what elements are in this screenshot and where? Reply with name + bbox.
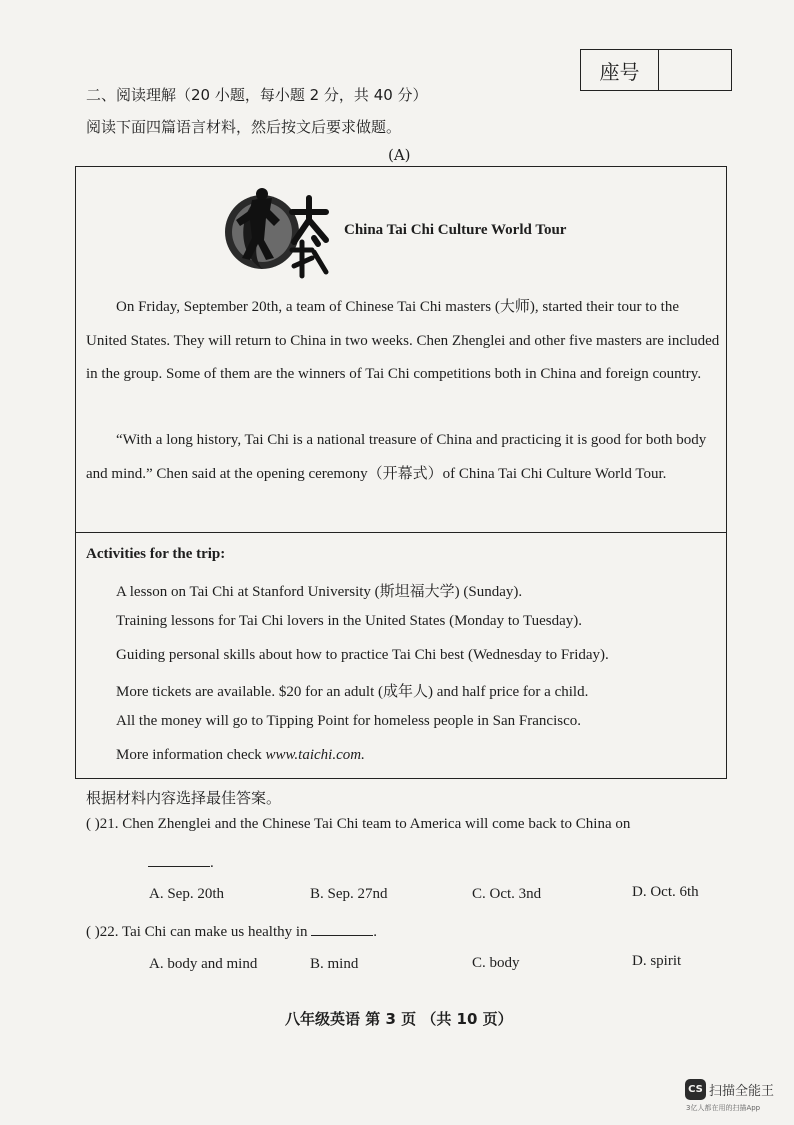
option-c[interactable]: C. Oct. 3nd [472, 886, 542, 902]
option-a[interactable]: A. Sep. 20th [149, 886, 224, 902]
answer-bracket[interactable]: ( ) [86, 816, 100, 832]
question-instruction: 根据材料内容选择最佳答案。 [86, 789, 282, 807]
passage-label: (A) [388, 146, 411, 164]
question-text: 21. Chen Zhenglei and the Chinese Tai Chi team to America will come back to China on [99, 816, 631, 832]
seat-value [659, 50, 731, 90]
activity-item: Guiding personal skills about how to practice Tai Chi best (Wednesday to Friday). [116, 647, 609, 663]
activity-item: All the money will go to Tipping Point for homeless people in San Francisco. [116, 713, 581, 729]
question-22 [86, 921, 377, 941]
paragraph-text: “With a long history, Tai Chi is a national treasure of China and practicing it is good for both body and mind.” Chen said at the opening ceremony（开幕式）of China Tai Chi Culture World Tour. [86, 432, 707, 482]
section-heading: 二、阅读理解（20 小题，每小题 2 分，共 40 分） [86, 86, 428, 104]
camscanner-icon: CS [685, 1079, 706, 1100]
watermark-text: 扫描全能王 [709, 1084, 775, 1099]
option-b[interactable]: B. mind [310, 956, 359, 972]
activity-item: More tickets are available. $20 for an adult (成年人) and half price for a child. [116, 684, 589, 700]
more-info-prefix: More information check [116, 747, 266, 763]
seat-label: 座号 [581, 50, 659, 90]
tour-title: China Tai Chi Culture World Tour [344, 222, 567, 238]
answer-blank-line [148, 852, 214, 872]
activity-item: Training lessons for Tai Chi lovers in the United States (Monday to Tuesday). [116, 613, 583, 629]
activities-heading: Activities for the trip: [86, 546, 226, 562]
page-footer: 八年级英语 第 3 页 （共 10 页） [285, 1010, 513, 1028]
option-c[interactable]: C. body [472, 955, 520, 971]
website-link: www.taichi.com. [265, 747, 365, 763]
activity-item: A lesson on Tai Chi at Stanford University (斯坦福大学) (Sunday). [116, 584, 523, 600]
option-d[interactable]: D. Oct. 6th [632, 884, 699, 900]
watermark-subtext: 3亿人都在用的扫描App [686, 1104, 761, 1112]
option-d[interactable]: D. spirit [632, 953, 682, 969]
passage-paragraph-2 [86, 424, 722, 491]
blank-period: . [373, 924, 378, 940]
reading-instruction: 阅读下面四篇语言材料，然后按文后要求做题。 [86, 118, 402, 136]
more-info-line [116, 747, 365, 764]
blank-period: . [210, 855, 214, 871]
answer-bracket[interactable]: ( ) [86, 924, 100, 940]
seat-number-box [580, 49, 732, 91]
question-21 [86, 816, 630, 833]
passage-divider [75, 532, 727, 533]
answer-blank [148, 852, 210, 867]
passage-paragraph-1 [86, 291, 722, 392]
answer-blank [311, 921, 373, 936]
paragraph-text: On Friday, September 20th, a team of Chinese Tai Chi masters (大师), started their tour to the United States. They will return to China in two weeks. Chen Zhenglei and other five masters are included in the group. Some of them are the winners of Tai Chi competitions both in China and foreign country. [86, 299, 720, 382]
tai-chi-logo [222, 180, 332, 280]
option-a[interactable]: A. body and mind [149, 956, 258, 972]
question-text: 22. Tai Chi can make us healthy in [99, 924, 308, 940]
option-b[interactable]: B. Sep. 27nd [310, 886, 388, 902]
